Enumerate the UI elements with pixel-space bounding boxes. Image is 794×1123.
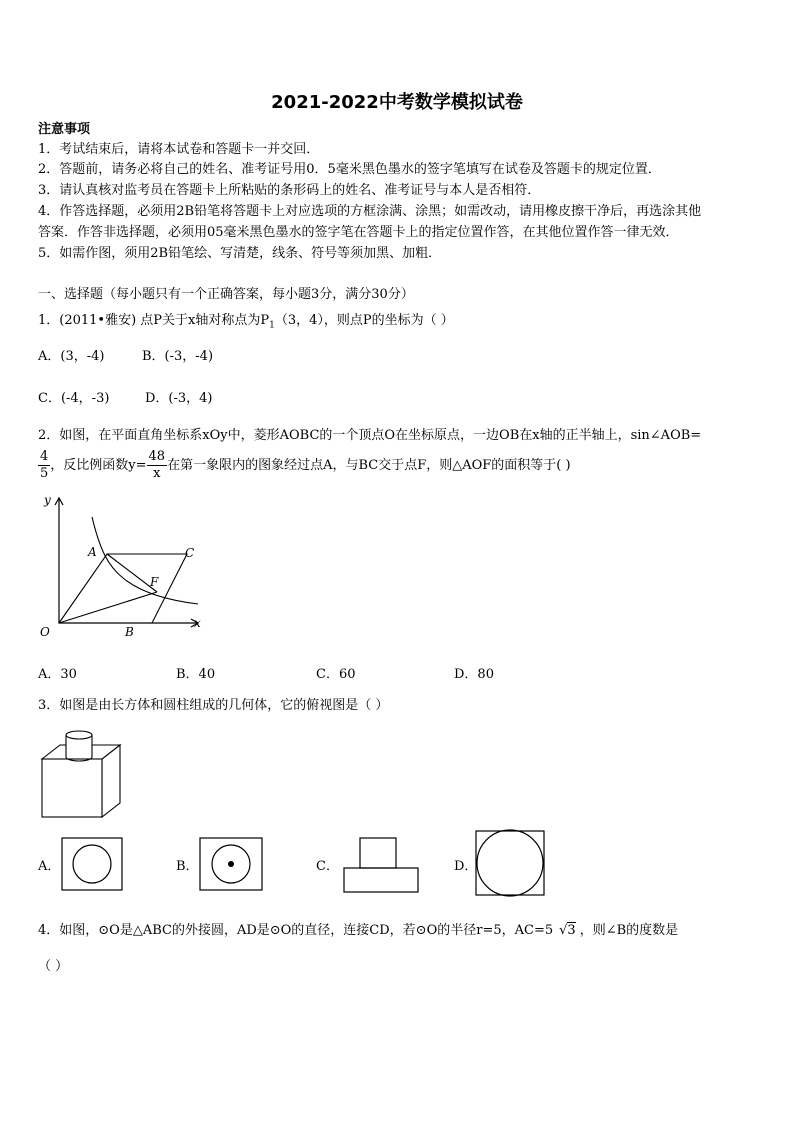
q1-stem-part1: 1．(2011•雅安) 点P关于x轴对称点为P <box>38 313 270 328</box>
cuboid-side-face <box>102 745 120 817</box>
q2-option-c[interactable]: C．60 <box>316 667 356 682</box>
label-c: C <box>185 546 195 560</box>
function-fraction: $\frac{48}{x}$ <box>148 449 166 481</box>
notice-item: 3．请认真核对监考员在答题卡上所粘贴的条形码上的姓名、准考证号与本人是否相符． <box>38 183 541 198</box>
q1-option-a[interactable]: A．(3，-4) <box>38 349 105 364</box>
hyperbola-curve <box>92 517 198 604</box>
q2-option-d[interactable]: D．80 <box>454 667 494 682</box>
notice-heading: 注意事项 <box>38 122 91 137</box>
q2-option-a[interactable]: A．30 <box>38 667 77 682</box>
sqrt-symbol: √ <box>559 923 568 938</box>
q4-stem-line1 <box>38 921 678 941</box>
label-o: O <box>40 625 50 639</box>
q1-option-c[interactable]: C．(-4，-3) <box>38 391 110 406</box>
q3-option-d-figure[interactable] <box>474 829 548 899</box>
label-b: B <box>125 625 134 639</box>
q3-stem: 3．如图是由长方体和圆柱组成的几何体，它的俯视图是（ ） <box>38 698 389 713</box>
q3-option-b-figure[interactable] <box>198 836 264 894</box>
section-heading: 一、选择题（每小题只有一个正确答案，每小题3分，满分30分） <box>38 287 414 302</box>
cylinder-top <box>66 731 92 739</box>
q4-stem-part2: ，则∠B的度数是 <box>579 923 679 938</box>
notice-item: 答案．作答非选择题，必须用05毫米黑色墨水的签字笔在答题卡上的指定位置作答，在其他位置作答一律无效． <box>38 225 679 240</box>
notice-item: 4．作答选择题，必须用2B铅笔将答题卡上对应选项的方框涂满、涂黑；如需改动，请用橡皮擦干净后，再选涂其他 <box>38 204 702 219</box>
q3-option-b-label[interactable]: B． <box>176 859 199 874</box>
q1-subscript: 1 <box>269 320 275 331</box>
label-a: A <box>88 545 97 559</box>
q2-stem-line2 <box>38 449 571 482</box>
q1-option-d[interactable]: D．(-3，4) <box>145 391 213 406</box>
label-f: F <box>150 575 159 589</box>
q2-option-b[interactable]: B．40 <box>176 667 216 682</box>
label-x: x <box>194 616 201 630</box>
q4-stem-part1: 4．如图，⊙O是△ABC的外接圆，AD是⊙O的直径，连接CD，若⊙O的半径r=5，AC=5 <box>38 923 554 938</box>
cuboid-front-face <box>42 759 102 817</box>
q3-option-d-label[interactable]: D． <box>454 859 478 874</box>
q3-option-c-figure[interactable] <box>342 836 420 896</box>
label-y: y <box>44 493 51 507</box>
q2-figure <box>30 490 210 645</box>
q3-option-c-label[interactable]: C． <box>316 859 339 874</box>
q4-radical: 3 <box>567 923 576 938</box>
rhombus-aobc <box>59 554 187 623</box>
notice-item: 5．如需作图，须用2B铅笔绘、写清楚，线条、符号等须加黑、加粗． <box>38 246 442 261</box>
q1-option-b[interactable]: B．(-3，-4) <box>142 349 214 364</box>
q4-answer-bracket: （ ） <box>38 959 69 974</box>
notice-item: 1．考试结束后，请将本试卷和答题卡一并交回． <box>38 142 320 157</box>
q3-solid-figure <box>36 726 126 822</box>
q2-tail-text: 在第一象限内的图象经过点A，与BC交于点F，则△AOF的面积等于( ) <box>167 458 571 473</box>
sin-fraction: $\frac{4}{5}$ <box>40 449 49 481</box>
q1-stem-part2: （3，4），则点P的坐标为（ ） <box>274 313 454 328</box>
q3-option-a-figure[interactable] <box>60 836 126 894</box>
q2-stem-line1: 2．如图，在平面直角坐标系xOy中，菱形AOBC的一个顶点O在坐标原点，一边OB在x轴的正半轴上，sin∠AOB= <box>38 428 702 443</box>
q3-option-a-label[interactable]: A． <box>38 859 61 874</box>
notice-item: 2．答题前，请务必将自己的姓名、准考证号用0．5毫米黑色墨水的签字笔填写在试卷及答题卡的规定位置． <box>38 162 661 177</box>
exam-title: 2021-2022中考数学模拟试卷 <box>271 92 523 113</box>
q1-stem <box>38 311 454 336</box>
q2-mid-text: ，反比例函数y= <box>50 458 147 473</box>
segment-of <box>59 592 157 623</box>
